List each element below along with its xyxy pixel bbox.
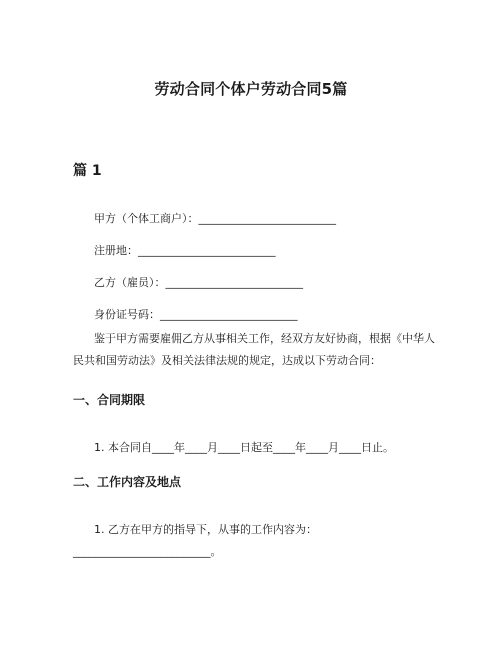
- party-b-line: 乙方（雇员）：_________________________: [94, 276, 303, 289]
- document-title: 劳动合同个体户劳动合同5篇: [154, 80, 348, 98]
- preamble-paragraph: 鉴于甲方需要雇佣乙方从事相关工作，经双方友好协商，根据《中华人民共和国劳动法》及相关法律法规的规定，达成以下劳动合同：: [73, 332, 435, 367]
- clause-heading-work: 二、工作内容及地点: [73, 475, 182, 489]
- section-heading: 篇 1: [73, 163, 102, 179]
- registered-address-line: 注册地：_________________________: [94, 244, 276, 257]
- clause-work-item-1: 1. 乙方在甲方的指导下，从事的工作内容为：: [94, 523, 317, 536]
- clause-heading-term: 一、合同期限: [73, 393, 146, 407]
- clause-term-item-1: 1. 本合同自____年____月____日起至____年____月____日止。: [94, 441, 394, 454]
- id-number-line: 身份证号码：_________________________: [94, 308, 298, 321]
- party-a-line: 甲方（个体工商户）：_________________________: [94, 212, 336, 225]
- clause-work-item-1-continued: _________________________。: [73, 545, 222, 558]
